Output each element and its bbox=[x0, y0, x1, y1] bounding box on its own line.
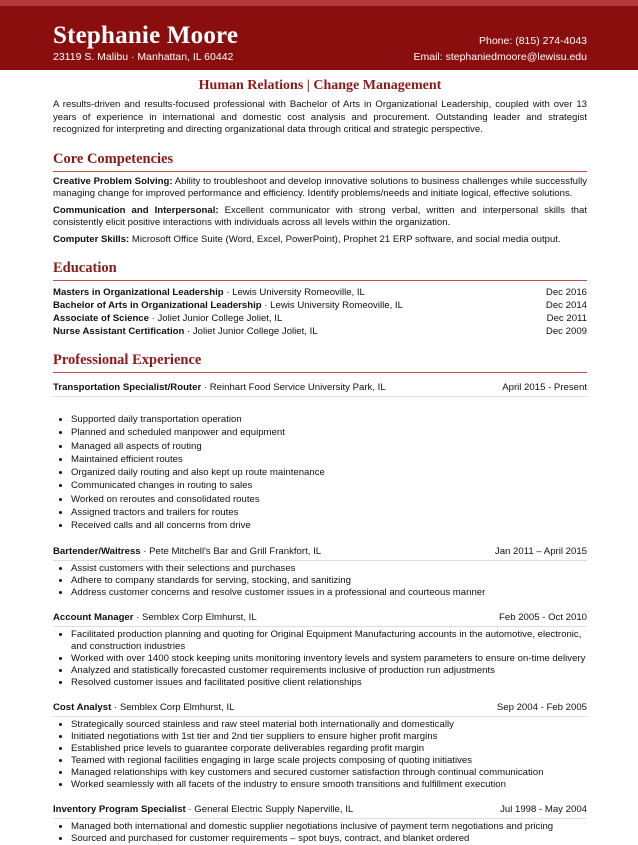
job-company: · General Electric Supply Naperville, IL bbox=[185, 803, 354, 815]
summary: A results-driven and results-focused professional with Bachelor of Arts in Organizational Leadership, coupled with over 13 years of experience in international and domestic cost analysis and procurement. Outstanding leader and strategist recognized for interpreting and directing organizational data through critical and strategic perspective. bbox=[53, 99, 587, 135]
job-role: Bartender/Waitress bbox=[53, 545, 141, 557]
job-company: · Semblex Corp Elmhurst, IL bbox=[111, 701, 235, 713]
job-bullet: • Planned and scheduled manpower and equipment bbox=[71, 426, 587, 439]
education-row bbox=[53, 312, 587, 325]
resume-body bbox=[53, 76, 587, 845]
job-role: Account Manager bbox=[53, 611, 134, 623]
job-date: Jul 1998 - May 2004 bbox=[500, 803, 587, 815]
job-role: Inventory Program Specialist bbox=[53, 803, 186, 815]
education-detail: · Lewis University Romeoville, IL bbox=[261, 300, 403, 311]
job-bullets bbox=[53, 719, 587, 791]
job-bullet: • Facilitated production planning and quoting for Original Equipment Manufacturing accounts in the automotive, electronic, and construction industries bbox=[71, 629, 587, 653]
job-bullet: • Assist customers with their selections and purchases bbox=[71, 563, 587, 575]
education-list bbox=[53, 286, 587, 338]
education-degree: Associate of Science bbox=[53, 313, 149, 324]
competency-item bbox=[53, 176, 587, 201]
competency-label: Creative Problem Solving: bbox=[53, 175, 173, 187]
competency-text: Excellent communicator with strong verbal, written and interpersonal skills that consistently elicit positive interactions with individuals across all levels within the organization. bbox=[53, 204, 587, 228]
competency-label: Computer Skills: bbox=[53, 233, 130, 245]
job-bullet: • Teamed with regional facilities engaging in large scale projects composing of quoting initiatives bbox=[71, 755, 587, 767]
job-bullets bbox=[53, 629, 587, 689]
job-header bbox=[53, 379, 587, 397]
job-bullet: • Sourced and purchased for customer requirements – spot buys, contract, and blanket ordered bbox=[71, 833, 587, 845]
job-bullet: • Worked with over 1400 stock keeping units monitoring inventory levels and system parameters to ensure on-time delivery bbox=[71, 653, 587, 665]
education-degree: Nurse Assistant Certification bbox=[53, 326, 185, 337]
job-bullets bbox=[53, 563, 587, 599]
job-entry bbox=[53, 379, 587, 533]
candidate-phone: Phone: (815) 274-4043 bbox=[479, 35, 587, 47]
competency-text: Microsoft Office Suite (Word, Excel, PowerPoint), Prophet 21 ERP software, and social media output. bbox=[129, 233, 561, 245]
job-header bbox=[53, 801, 587, 819]
education-date: Dec 2009 bbox=[545, 326, 587, 337]
job-entry bbox=[53, 543, 587, 599]
competency-item bbox=[53, 234, 587, 247]
job-bullet: • Initiated negotiations with 1st tier and 2nd tier suppliers to ensure higher profit margins bbox=[71, 731, 587, 743]
job-bullet: • Worked on reroutes and consolidated routes bbox=[71, 493, 587, 506]
job-date: Sep 2004 - Feb 2005 bbox=[496, 701, 587, 713]
job-bullet: • Address customer concerns and resolve customer issues in a professional and courteous manner bbox=[71, 587, 587, 599]
job-bullets bbox=[53, 413, 587, 533]
headline: Human Relations | Change Management bbox=[198, 78, 442, 93]
competency-item bbox=[53, 205, 587, 230]
candidate-email: Email: stephaniedmoore@lewisu.edu bbox=[413, 51, 587, 63]
section-title-competencies: Core Competencies bbox=[53, 151, 587, 172]
job-bullet: • Assigned tractors and trailers for routes bbox=[71, 506, 587, 519]
competency-label: Communication and Interpersonal: bbox=[53, 204, 219, 216]
education-date: Dec 2014 bbox=[545, 300, 587, 311]
education-date: Dec 2011 bbox=[546, 313, 587, 324]
education-detail: · Joliet Junior College Joliet, IL bbox=[148, 313, 283, 324]
job-entry bbox=[53, 699, 587, 791]
header-banner bbox=[0, 0, 638, 70]
job-bullet: • Adhere to company standards for serving, stocking, and sanitizing bbox=[71, 575, 587, 587]
job-bullets bbox=[53, 821, 587, 845]
job-bullet: • Communicated changes in routing to sales bbox=[71, 479, 587, 492]
job-company: · Pete Mitchell's Bar and Grill Frankfort, IL bbox=[140, 545, 322, 557]
section-title-education: Education bbox=[53, 260, 587, 281]
job-bullet: • Strategically sourced stainless and raw steel material both internationally and domestically bbox=[71, 719, 587, 731]
job-header bbox=[53, 543, 587, 561]
job-role: Transportation Specialist/Router bbox=[53, 382, 202, 393]
job-bullet: • Managed both international and domestic supplier negotiations inclusive of payment term negotiations and pricing bbox=[71, 821, 587, 833]
job-date: Jan 2011 – April 2015 bbox=[494, 545, 587, 557]
education-row bbox=[53, 325, 587, 338]
job-entry bbox=[53, 609, 587, 689]
section-title-experience: Professional Experience bbox=[53, 352, 587, 373]
job-date: April 2015 - Present bbox=[502, 382, 587, 393]
education-detail: · Joliet Junior College Joliet, IL bbox=[184, 326, 318, 337]
job-bullet: • Received calls and all concerns from drive bbox=[71, 519, 587, 532]
job-bullet: • Managed relationships with key customers and secured customer satisfaction through continual communication bbox=[71, 767, 587, 779]
job-bullet: • Worked seamlessly with all facets of the industry to ensure smooth transitions and fulfillment execution bbox=[71, 779, 587, 791]
candidate-address: 23119 S. Malibu · Manhattan, IL 60442 bbox=[53, 51, 234, 63]
job-bullet: • Maintained efficient routes bbox=[71, 453, 587, 466]
job-header bbox=[53, 699, 587, 717]
job-bullet: • Managed all aspects of routing bbox=[71, 440, 587, 453]
education-row bbox=[53, 286, 587, 299]
education-degree: Masters in Organizational Leadership bbox=[53, 287, 224, 298]
job-bullet: • Established price levels to guarantee corporate deliverables regarding profit margin bbox=[71, 743, 587, 755]
education-row bbox=[53, 299, 587, 312]
education-date: Dec 2016 bbox=[545, 287, 587, 298]
job-bullet: • Analyzed and statistically forecasted customer requirements inclusive of production run adjustments bbox=[71, 665, 587, 677]
header-top-strip bbox=[0, 0, 638, 6]
education-degree: Bachelor of Arts in Organizational Leadership bbox=[53, 300, 262, 311]
education-detail: · Lewis University Romeoville, IL bbox=[223, 287, 365, 298]
job-header bbox=[53, 609, 587, 627]
job-date: Feb 2005 - Oct 2010 bbox=[499, 611, 587, 623]
job-company: · Reinhart Food Service University Park, IL bbox=[201, 382, 386, 393]
job-bullet: • Supported daily transportation operation bbox=[71, 413, 587, 426]
job-entry bbox=[53, 801, 587, 845]
competency-text: Ability to troubleshoot and develop innovative solutions to business challenges while successfully managing change for improved performance and efficiency. Identify problems/needs and initiate logical, effective solutions. bbox=[53, 175, 588, 199]
job-bullet: • Organized daily routing and also kept up route maintenance bbox=[71, 466, 587, 479]
candidate-name: Stephanie Moore bbox=[53, 22, 239, 49]
job-role: Cost Analyst bbox=[53, 701, 112, 713]
job-bullet: • Resolved customer issues and facilitated positive client relationships bbox=[71, 677, 587, 689]
job-company: · Semblex Corp Elmhurst, IL bbox=[133, 611, 257, 623]
